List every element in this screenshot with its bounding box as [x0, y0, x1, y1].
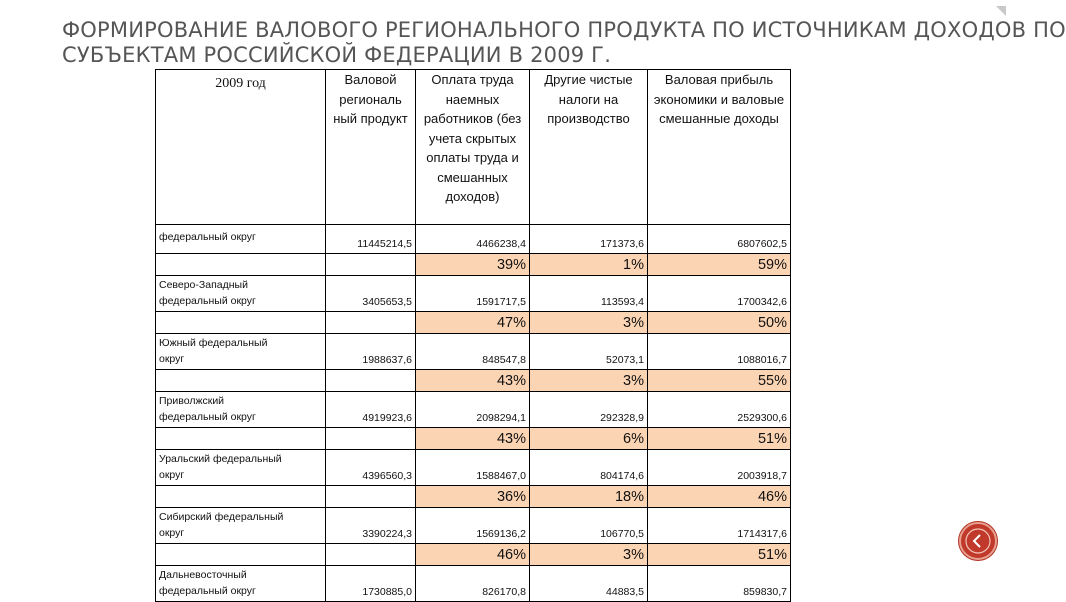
- cell-profit: 6807602,5: [648, 225, 791, 254]
- region-name-cell: [156, 225, 326, 254]
- cell-profit: 2003918,7: [648, 450, 791, 486]
- region-name-cell: [156, 566, 326, 602]
- region-name-line-1: Сибирский федеральный: [159, 511, 284, 523]
- header-wages: Оплата труда наемных работников (без учета скрытых оплаты труда и смешанных доходов): [416, 70, 530, 225]
- cell-wages: 4466238,4: [416, 225, 530, 254]
- empty-cell: [156, 312, 326, 334]
- header-taxes: Другие чистые налоги на производство: [530, 70, 648, 225]
- table-row: [156, 334, 791, 370]
- cell-taxes: 44883,5: [530, 566, 648, 602]
- share-cell: 39%: [416, 254, 530, 276]
- table-container: [155, 69, 792, 598]
- share-cell: 50%: [648, 312, 791, 334]
- table-row: [156, 566, 791, 602]
- empty-cell: [156, 370, 326, 392]
- cell-profit: 2529300,6: [648, 392, 791, 428]
- table-row: [156, 508, 791, 544]
- region-name-line-2: федеральный округ: [159, 410, 256, 423]
- share-cell: 43%: [416, 370, 530, 392]
- cell-wages: 848547,8: [416, 334, 530, 370]
- region-name-line-1: Дальневосточный: [159, 569, 247, 581]
- table-row: [156, 392, 791, 428]
- page-title-line-2: СУБЪЕКТАМ РОССИЙСКОЙ ФЕДЕРАЦИИ В 2009 Г.: [62, 43, 612, 67]
- header-grp: Валовой региональ ный продукт: [326, 70, 416, 225]
- cell-taxes: 292328,9: [530, 392, 648, 428]
- cell-wages: 1591717,5: [416, 276, 530, 312]
- table-row: [156, 225, 791, 254]
- table-row-share: [156, 428, 791, 450]
- header-year: 2009 год: [156, 70, 326, 225]
- empty-cell: [326, 486, 416, 508]
- cell-grp: 4396560,3: [326, 450, 416, 486]
- share-cell: 43%: [416, 428, 530, 450]
- empty-cell: [326, 428, 416, 450]
- region-name-line-1: Уральский федеральный: [159, 453, 282, 465]
- share-cell: 46%: [416, 544, 530, 566]
- table-row-share: [156, 312, 791, 334]
- table-row: [156, 276, 791, 312]
- region-name-line-2: округ: [159, 352, 185, 365]
- cell-profit: 1700342,6: [648, 276, 791, 312]
- share-cell: 59%: [648, 254, 791, 276]
- region-name-cell: [156, 450, 326, 486]
- grp-income-table: [155, 69, 791, 602]
- slide-corner-decoration: [996, 6, 1006, 16]
- region-name-cell: [156, 508, 326, 544]
- cell-taxes: 171373,6: [530, 225, 648, 254]
- cell-grp: 11445214,5: [326, 225, 416, 254]
- region-name-cell: [156, 276, 326, 312]
- empty-cell: [326, 312, 416, 334]
- cell-grp: 3390224,3: [326, 508, 416, 544]
- region-name-line-1: Южный федеральный: [159, 337, 268, 349]
- share-cell: 1%: [530, 254, 648, 276]
- share-cell: 36%: [416, 486, 530, 508]
- region-name-cell: [156, 334, 326, 370]
- cell-taxes: 113593,4: [530, 276, 648, 312]
- region-name-line-1: Северо-Западный: [159, 279, 248, 291]
- cell-grp: 1988637,6: [326, 334, 416, 370]
- share-cell: 51%: [648, 428, 791, 450]
- empty-cell: [326, 544, 416, 566]
- share-cell: 18%: [530, 486, 648, 508]
- empty-cell: [156, 544, 326, 566]
- region-name-line-2: округ: [159, 468, 185, 481]
- share-cell: 3%: [530, 544, 648, 566]
- cell-grp: 1730885,0: [326, 566, 416, 602]
- share-cell: 51%: [648, 544, 791, 566]
- share-cell: 6%: [530, 428, 648, 450]
- table-row: [156, 450, 791, 486]
- region-name-line-2: федеральный округ: [159, 294, 256, 307]
- cell-taxes: 106770,5: [530, 508, 648, 544]
- cell-taxes: 804174,6: [530, 450, 648, 486]
- empty-cell: [326, 370, 416, 392]
- empty-cell: [326, 254, 416, 276]
- table-row-share: [156, 544, 791, 566]
- share-cell: 55%: [648, 370, 791, 392]
- table-row-share: [156, 254, 791, 276]
- share-cell: 46%: [648, 486, 791, 508]
- share-cell: 3%: [530, 370, 648, 392]
- nav-back-button[interactable]: [959, 522, 997, 560]
- region-name-cell: [156, 392, 326, 428]
- table-row-share: [156, 370, 791, 392]
- region-name-line-2: федеральный округ: [159, 231, 256, 243]
- cell-grp: 3405653,5: [326, 276, 416, 312]
- empty-cell: [156, 254, 326, 276]
- table-header-row: [156, 70, 791, 225]
- cell-wages: 1588467,0: [416, 450, 530, 486]
- page-title-line-1: ФОРМИРОВАНИЕ ВАЛОВОГО РЕГИОНАЛЬНОГО ПРОДУКТА ПО ИСТОЧНИКАМ ДОХОДОВ ПО: [62, 18, 1066, 42]
- region-name-line-2: округ: [159, 526, 185, 539]
- page-title: [62, 18, 1066, 68]
- share-cell: 47%: [416, 312, 530, 334]
- cell-wages: 826170,8: [416, 566, 530, 602]
- empty-cell: [156, 428, 326, 450]
- cell-grp: 4919923,6: [326, 392, 416, 428]
- arrow-left-glyph: [974, 535, 980, 547]
- cell-profit: 1088016,7: [648, 334, 791, 370]
- empty-cell: [156, 486, 326, 508]
- region-name-line-1: Приволжский: [159, 395, 225, 407]
- cell-wages: 2098294,1: [416, 392, 530, 428]
- region-name-line-2: федеральный округ: [159, 584, 256, 597]
- cell-wages: 1569136,2: [416, 508, 530, 544]
- arrow-left-icon: [961, 524, 995, 558]
- table-row-share: [156, 486, 791, 508]
- cell-profit: 1714317,6: [648, 508, 791, 544]
- cell-profit: 859830,7: [648, 566, 791, 602]
- share-cell: 3%: [530, 312, 648, 334]
- cell-taxes: 52073,1: [530, 334, 648, 370]
- header-profit: Валовая прибыль экономики и валовые смешанные доходы: [648, 70, 791, 225]
